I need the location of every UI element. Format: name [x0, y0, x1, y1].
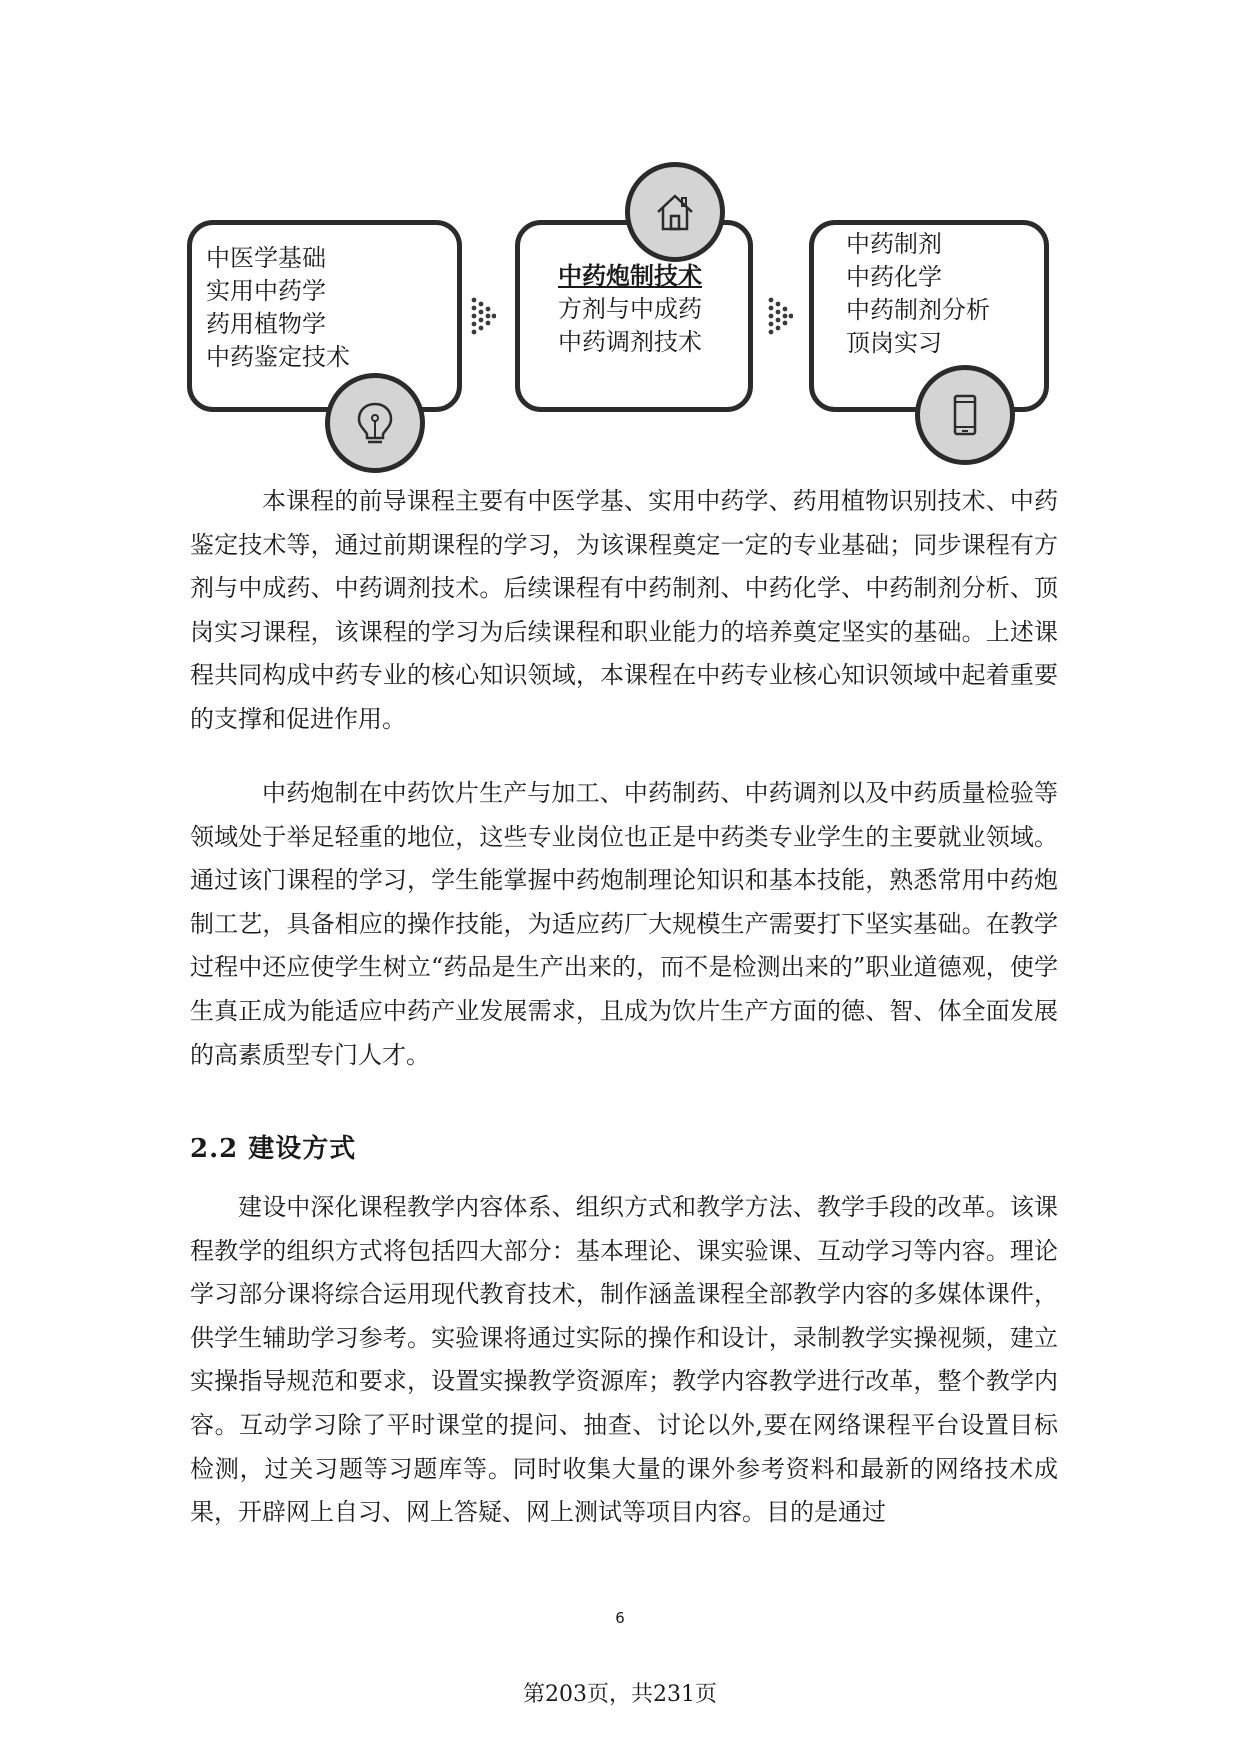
dotted-arrow-icon [470, 296, 496, 336]
course-item: 药用植物学 [206, 310, 326, 338]
page-number: 6 [615, 1609, 625, 1627]
course-item: 实用中药学 [206, 277, 326, 305]
course-item: 中医学基础 [206, 244, 326, 272]
course-item: 中药制剂 [846, 230, 942, 258]
home-icon [650, 187, 700, 237]
course-item: 中药制剂分析 [846, 296, 990, 324]
prerequisite-courses-list [206, 242, 350, 374]
phone-icon [940, 390, 990, 440]
dotted-arrow-icon [767, 296, 793, 336]
paragraph-importance: 中药炮制在中药饮片生产与加工、中药制药、中药调剂以及中药质量检验等领域处于举足轻重的地位，这些专业岗位也正是中药类专业学生的主要就业领域。通过该门课程的学习，学生能掌握中药炮制理论知识和基本技能，熟悉常用中药炮制工艺，具备相应的操作技能，为适应药厂大规模生产需要打下坚实基础。在教学过程中还应使学生树立“药品是生产出来的，而不是检测出来的”职业道德观，使学生真正成为能适应中药产业发展需求，且成为饮片生产方面的德、智、体全面发展的高素质型专门人才。 [190, 779, 1058, 1069]
lightbulb-icon [350, 398, 400, 448]
home-icon-circle [625, 162, 725, 262]
section-heading: 2.2 建设方式 [190, 1134, 357, 1164]
phone-icon-circle [915, 365, 1015, 465]
paragraph-prerequisites: 本课程的前导课程主要有中医学基、实用中药学、药用植物识别技术、中药鉴定技术等，通过前期课程的学习，为该课程奠定一定的专业基础；同步课程有方剂与中成药、中药调剂技术。后续课程有中药制剂、中药化学、中药制剂分析、顶岗实习课程，该课程的学习为后续课程和职业能力的培养奠定坚实的基础。上述课程共同构成中药专业的核心知识领域，本课程在中药专业核心知识领域中起着重要的支撑和促进作用。 [190, 487, 1058, 733]
concurrent-courses-list [558, 260, 702, 359]
page-footer: 第203页，共231页 [523, 1682, 717, 1707]
subsequent-courses-list [846, 228, 990, 360]
paragraph-construction-method: 建设中深化课程教学内容体系、组织方式和教学方法、教学手段的改革。该课程教学的组织方式将包括四大部分：基本理论、课实验课、互动学习等内容。理论学习部分课将综合运用现代教育技术，制作涵盖课程全部教学内容的多媒体课件，供学生辅助学习参考。实验课将通过实际的操作和设计，录制教学实操视频，建立实操指导规范和要求，设置实操教学资源库；教学内容教学进行改革，整个教学内容。互动学习除了平时课堂的提问、抽查、讨论以外,要在网络课程平台设置目标检测，过关习题等习题库等。同时收集大量的课外参考资料和最新的网络技术成果，开辟网上自习、网上答疑、网上测试等项目内容。目的是通过 [190, 1193, 1058, 1527]
course-item: 方剂与中成药 [558, 295, 702, 323]
course-item: 顶岗实习 [846, 329, 942, 357]
course-item: 中药调剂技术 [558, 328, 702, 356]
course-item: 中药化学 [846, 263, 942, 291]
course-item: 中药鉴定技术 [206, 343, 350, 371]
lightbulb-icon-circle [325, 373, 425, 473]
current-course-title: 中药炮制技术 [558, 262, 702, 290]
